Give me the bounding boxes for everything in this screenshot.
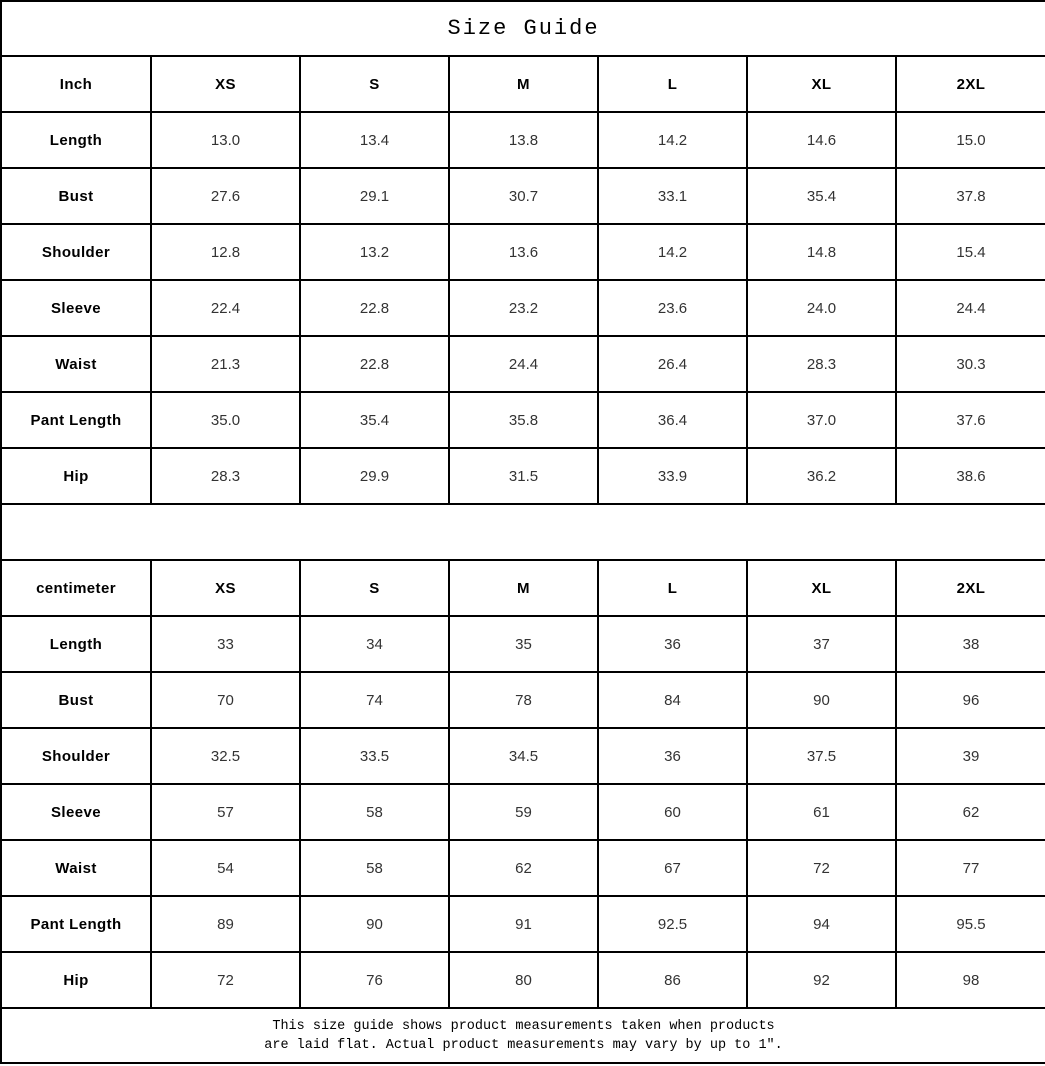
measurement-label: Bust	[1, 168, 151, 224]
measurement-value: 35.0	[151, 392, 300, 448]
measurement-label: Sleeve	[1, 784, 151, 840]
measurement-value: 90	[300, 896, 449, 952]
measurement-value: 35.8	[449, 392, 598, 448]
measurement-row	[1, 392, 1045, 448]
measurement-row	[1, 280, 1045, 336]
measurement-value: 61	[747, 784, 896, 840]
measurement-value: 86	[598, 952, 747, 1008]
measurement-value: 76	[300, 952, 449, 1008]
measurement-value: 14.8	[747, 224, 896, 280]
measurement-value: 92	[747, 952, 896, 1008]
measurement-value: 34.5	[449, 728, 598, 784]
measurement-label: Waist	[1, 840, 151, 896]
measurement-value: 84	[598, 672, 747, 728]
measurement-label: Shoulder	[1, 728, 151, 784]
size-header-row	[1, 560, 1045, 616]
size-col-header: 2XL	[896, 56, 1045, 112]
measurement-value: 36	[598, 616, 747, 672]
size-header-row	[1, 56, 1045, 112]
measurement-value: 21.3	[151, 336, 300, 392]
measurement-label: Shoulder	[1, 224, 151, 280]
measurement-value: 74	[300, 672, 449, 728]
measurement-value: 37	[747, 616, 896, 672]
measurement-value: 34	[300, 616, 449, 672]
measurement-row	[1, 672, 1045, 728]
measurement-value: 14.2	[598, 224, 747, 280]
measurement-value: 35.4	[300, 392, 449, 448]
measurement-label: Hip	[1, 448, 151, 504]
size-col-header: XS	[151, 560, 300, 616]
measurement-value: 70	[151, 672, 300, 728]
unit-label: Inch	[1, 56, 151, 112]
measurement-value: 33.1	[598, 168, 747, 224]
measurement-value: 15.0	[896, 112, 1045, 168]
measurement-value: 39	[896, 728, 1045, 784]
measurement-value: 31.5	[449, 448, 598, 504]
measurement-value: 22.8	[300, 336, 449, 392]
size-col-header: XL	[747, 560, 896, 616]
measurement-value: 30.3	[896, 336, 1045, 392]
measurement-label: Waist	[1, 336, 151, 392]
measurement-row	[1, 728, 1045, 784]
measurement-value: 15.4	[896, 224, 1045, 280]
measurement-value: 78	[449, 672, 598, 728]
title-section	[1, 1, 1045, 56]
measurement-value: 90	[747, 672, 896, 728]
measurement-label: Sleeve	[1, 280, 151, 336]
measurement-value: 23.2	[449, 280, 598, 336]
measurement-value: 14.6	[747, 112, 896, 168]
measurement-value: 57	[151, 784, 300, 840]
measurement-value: 37.6	[896, 392, 1045, 448]
measurement-value: 22.8	[300, 280, 449, 336]
measurement-value: 13.4	[300, 112, 449, 168]
measurement-label: Pant Length	[1, 392, 151, 448]
measurement-row	[1, 224, 1045, 280]
measurement-row	[1, 784, 1045, 840]
measurement-value: 62	[896, 784, 1045, 840]
measurement-value: 36.4	[598, 392, 747, 448]
inch-table-body	[1, 56, 1045, 504]
measurement-row	[1, 952, 1045, 1008]
measurement-value: 38	[896, 616, 1045, 672]
measurement-value: 23.6	[598, 280, 747, 336]
measurement-value: 36	[598, 728, 747, 784]
measurement-value: 28.3	[151, 448, 300, 504]
measurement-value: 29.9	[300, 448, 449, 504]
size-col-header: L	[598, 560, 747, 616]
size-col-header: L	[598, 56, 747, 112]
measurement-label: Hip	[1, 952, 151, 1008]
measurement-value: 37.0	[747, 392, 896, 448]
footer-note-line1: This size guide shows product measurements taken when products	[272, 1018, 775, 1034]
size-col-header: S	[300, 56, 449, 112]
table-gap-row	[1, 504, 1045, 560]
measurement-value: 60	[598, 784, 747, 840]
measurement-value: 37.5	[747, 728, 896, 784]
measurement-value: 13.0	[151, 112, 300, 168]
measurement-value: 13.6	[449, 224, 598, 280]
size-col-header: 2XL	[896, 560, 1045, 616]
measurement-value: 72	[747, 840, 896, 896]
measurement-value: 67	[598, 840, 747, 896]
page-title: Size Guide	[1, 1, 1045, 56]
measurement-value: 91	[449, 896, 598, 952]
measurement-value: 95.5	[896, 896, 1045, 952]
size-col-header: S	[300, 560, 449, 616]
measurement-row	[1, 168, 1045, 224]
measurement-value: 77	[896, 840, 1045, 896]
title-row	[1, 1, 1045, 56]
measurement-value: 58	[300, 784, 449, 840]
measurement-value: 54	[151, 840, 300, 896]
measurement-value: 27.6	[151, 168, 300, 224]
measurement-value: 59	[449, 784, 598, 840]
measurement-value: 24.0	[747, 280, 896, 336]
measurement-value: 58	[300, 840, 449, 896]
measurement-value: 12.8	[151, 224, 300, 280]
measurement-value: 72	[151, 952, 300, 1008]
measurement-value: 33.9	[598, 448, 747, 504]
footer-note-line2: are laid flat. Actual product measurements may vary by up to 1″.	[264, 1037, 783, 1053]
table-gap	[1, 504, 1045, 560]
footer-section	[1, 1008, 1045, 1063]
measurement-row	[1, 112, 1045, 168]
measurement-value: 13.2	[300, 224, 449, 280]
measurement-value: 33	[151, 616, 300, 672]
size-col-header: XS	[151, 56, 300, 112]
measurement-row	[1, 336, 1045, 392]
measurement-value: 14.2	[598, 112, 747, 168]
measurement-value: 35.4	[747, 168, 896, 224]
measurement-label: Length	[1, 112, 151, 168]
measurement-value: 36.2	[747, 448, 896, 504]
measurement-value: 32.5	[151, 728, 300, 784]
measurement-value: 29.1	[300, 168, 449, 224]
measurement-value: 92.5	[598, 896, 747, 952]
measurement-label: Length	[1, 616, 151, 672]
measurement-label: Bust	[1, 672, 151, 728]
measurement-value: 38.6	[896, 448, 1045, 504]
measurement-row	[1, 896, 1045, 952]
measurement-value: 98	[896, 952, 1045, 1008]
measurement-value: 22.4	[151, 280, 300, 336]
unit-label: centimeter	[1, 560, 151, 616]
size-col-header: M	[449, 56, 598, 112]
measurement-row	[1, 616, 1045, 672]
measurement-value: 33.5	[300, 728, 449, 784]
measurement-value: 24.4	[896, 280, 1045, 336]
measurement-value: 94	[747, 896, 896, 952]
gap-section	[1, 504, 1045, 560]
size-col-header: M	[449, 560, 598, 616]
measurement-row	[1, 840, 1045, 896]
centimeter-table-body	[1, 560, 1045, 1008]
footer-note	[1, 1008, 1045, 1063]
measurement-value: 96	[896, 672, 1045, 728]
measurement-row	[1, 448, 1045, 504]
measurement-value: 80	[449, 952, 598, 1008]
measurement-value: 26.4	[598, 336, 747, 392]
size-col-header: XL	[747, 56, 896, 112]
measurement-value: 62	[449, 840, 598, 896]
measurement-value: 37.8	[896, 168, 1045, 224]
measurement-value: 30.7	[449, 168, 598, 224]
measurement-value: 13.8	[449, 112, 598, 168]
footer-row	[1, 1008, 1045, 1063]
measurement-value: 35	[449, 616, 598, 672]
measurement-value: 89	[151, 896, 300, 952]
measurement-value: 24.4	[449, 336, 598, 392]
measurement-label: Pant Length	[1, 896, 151, 952]
measurement-value: 28.3	[747, 336, 896, 392]
